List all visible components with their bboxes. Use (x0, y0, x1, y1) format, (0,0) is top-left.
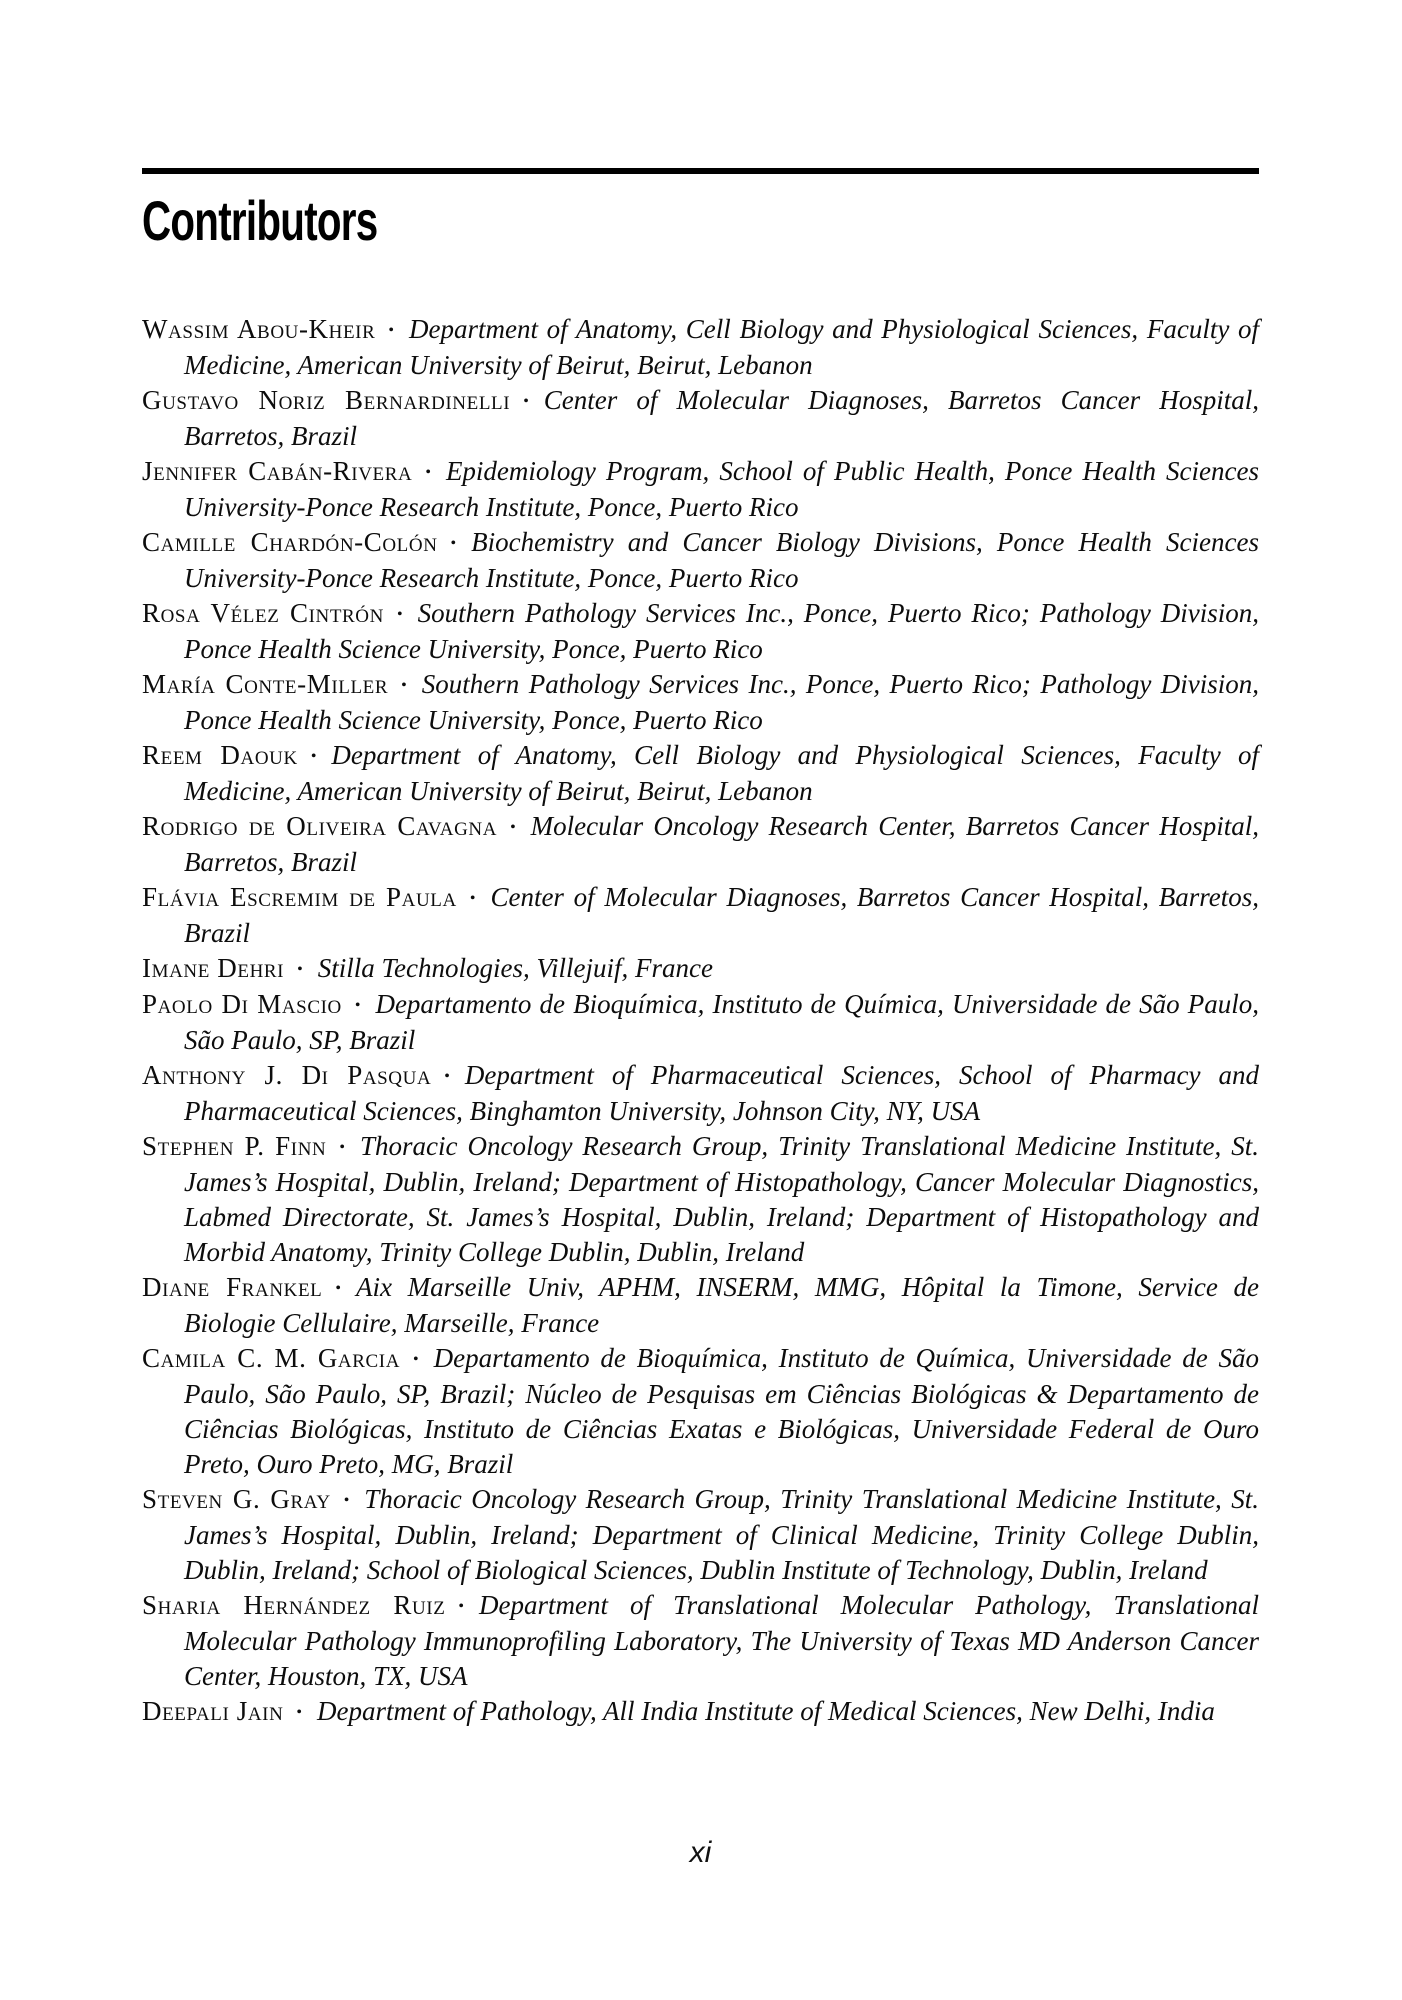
contributor-name: Wassim Abou-Kheir (142, 314, 376, 344)
contributor-affiliation: Aix Marseille Univ, APHM, INSERM, MMG, Hôpital la Timone, Service de Biologie Cellulaire, Marseille, France (184, 1272, 1259, 1338)
contributor-name: Deepali Jain (142, 1696, 284, 1726)
contributor-affiliation: Department of Pathology, All India Institute of Medical Sciences, New Delhi, India (317, 1696, 1215, 1726)
contributor-name: Anthony J. Di Pasqua (142, 1060, 432, 1090)
contributor-entry (142, 1588, 1259, 1694)
contributor-affiliation: Departamento de Bioquímica, Instituto de Química, Universidade de São Paulo, São Paulo, SP, Brazil (184, 989, 1259, 1055)
contributor-entry (142, 1482, 1259, 1588)
contributor-name: Jennifer Cabán-Rivera (142, 456, 413, 486)
contributor-name: Paolo Di Mascio (142, 989, 342, 1019)
contributor-entry (142, 1341, 1259, 1482)
contributor-affiliation: Biochemistry and Cancer Biology Divisions, Ponce Health Sciences University-Ponce Research Institute, Ponce, Puerto Rico (184, 527, 1259, 593)
contributor-entry (142, 987, 1259, 1058)
contributor-affiliation: Molecular Oncology Research Center, Barretos Cancer Hospital, Barretos, Brazil (184, 811, 1259, 877)
bullet-separator-icon: • (343, 1492, 350, 1509)
bullet-separator-icon: • (444, 1068, 450, 1085)
contributor-name: María Conte-Miller (142, 669, 389, 699)
contributor-entry (142, 809, 1259, 880)
contributor-affiliation: Thoracic Oncology Research Group, Trinity Translational Medicine Institute, St. James’s Hospital, Dublin, Ireland; Department of Clinical Medicine, Trinity College Dublin, Dublin, Ireland; School of Biological Sciences, Dublin Institute of Technology, Dublin, Ireland (184, 1484, 1259, 1585)
bullet-separator-icon: • (310, 748, 317, 765)
contributor-entry (142, 383, 1259, 454)
contributor-affiliation: Center of Molecular Diagnoses, Barretos Cancer Hospital, Barretos, Brazil (184, 385, 1259, 451)
contributor-list (142, 312, 1259, 1730)
contributor-entry (142, 1270, 1259, 1341)
bullet-separator-icon: • (425, 464, 431, 481)
bullet-separator-icon: • (469, 890, 476, 907)
contributor-entry (142, 951, 1259, 987)
bullet-separator-icon: • (388, 322, 394, 339)
contributor-name: Imane Dehri (142, 953, 285, 983)
contributor-affiliation: Stilla Technologies, Villejuif, France (317, 953, 713, 983)
contributor-entry (142, 525, 1259, 596)
contributor-name: Camille Chardón-Colón (142, 527, 438, 557)
contributor-name: Camila C. M. Garcia (142, 1343, 401, 1373)
contributor-affiliation: Southern Pathology Services Inc., Ponce, Puerto Rico; Pathology Division, Ponce Health Science University, Ponce, Puerto Rico (184, 598, 1260, 664)
bullet-separator-icon: • (401, 677, 407, 694)
bullet-separator-icon: • (523, 393, 529, 410)
contributor-entry (142, 1058, 1259, 1129)
title-rule (142, 168, 1259, 174)
contributor-entry (142, 312, 1259, 383)
bullet-separator-icon: • (339, 1139, 345, 1156)
contributor-name: Rodrigo de Oliveira Cavagna (142, 811, 498, 841)
contributor-entry (142, 880, 1259, 951)
contributor-entry (142, 1129, 1259, 1270)
contributor-name: Flávia Escremim de Paula (142, 882, 457, 912)
contributor-affiliation: Departamento de Bioquímica, Instituto de Química, Universidade de São Paulo, São Paulo, SP, Brazil; Núcleo de Pesquisas em Ciências Biológicas & Departamento de Ciências Biológicas, Instituto de Ciências Exatas e Biológicas, Universidade Federal de Ouro Preto, Ouro Preto, MG, Brazil (184, 1343, 1259, 1479)
contributor-affiliation: Department of Anatomy, Cell Biology and Physiological Sciences, Faculty of Medicine, American University of Beirut, Beirut, Lebanon (184, 740, 1259, 806)
page-number: xi (689, 1836, 712, 1869)
bullet-separator-icon: • (297, 961, 303, 978)
bullet-separator-icon: • (354, 997, 361, 1014)
contributor-affiliation: Center of Molecular Diagnoses, Barretos Cancer Hospital, Barretos, Brazil (184, 882, 1259, 948)
bullet-separator-icon: • (413, 1351, 419, 1368)
contributor-name: Reem Daouk (142, 740, 298, 770)
contributor-affiliation: Thoracic Oncology Research Group, Trinity Translational Medicine Institute, St. James’s Hospital, Dublin, Ireland; Department of Histopathology, Cancer Molecular Diagnostics, Labmed Directorate, St. James’s Hospital, Dublin, Ireland; Department of Histopathology and Morbid Anatomy, Trinity College Dublin, Dublin, Ireland (184, 1131, 1259, 1267)
bullet-separator-icon: • (296, 1704, 303, 1721)
contributor-affiliation: Department of Anatomy, Cell Biology and Physiological Sciences, Faculty of Medicine, American University of Beirut, Beirut, Lebanon (184, 314, 1259, 380)
contributor-name: Diane Frankel (142, 1272, 323, 1302)
contributor-entry (142, 596, 1259, 667)
bullet-separator-icon: • (458, 1598, 465, 1615)
contributor-name: Gustavo Noriz Bernardinelli (142, 385, 511, 415)
contributor-affiliation: Epidemiology Program, School of Public Health, Ponce Health Sciences University-Ponce Research Institute, Ponce, Puerto Rico (184, 456, 1259, 522)
contributor-entry (142, 667, 1259, 738)
contributor-affiliation: Department of Translational Molecular Pathology, Translational Molecular Pathology Immunoprofiling Laboratory, The University of Texas MD Anderson Cancer Center, Houston, TX, USA (184, 1590, 1259, 1691)
bullet-separator-icon: • (335, 1280, 341, 1297)
contributor-affiliation: Department of Pharmaceutical Sciences, School of Pharmacy and Pharmaceutical Sciences, Binghamton University, Johnson City, NY, USA (184, 1060, 1259, 1126)
bullet-separator-icon: • (450, 535, 457, 552)
contributor-entry (142, 1694, 1259, 1730)
bullet-separator-icon: • (396, 606, 403, 623)
contributor-entry (142, 738, 1259, 809)
contributor-name: Steven G. Gray (142, 1484, 331, 1514)
contributor-name: Rosa Vélez Cintrón (142, 598, 384, 628)
contributor-name: Sharia Hernández Ruiz (142, 1590, 446, 1620)
contributor-name: Stephen P. Finn (142, 1131, 327, 1161)
page-title: Contributors (142, 189, 378, 252)
bullet-separator-icon: • (510, 819, 516, 836)
contributor-affiliation: Southern Pathology Services Inc., Ponce, Puerto Rico; Pathology Division, Ponce Health Science University, Ponce, Puerto Rico (184, 669, 1259, 735)
contributor-entry (142, 454, 1259, 525)
